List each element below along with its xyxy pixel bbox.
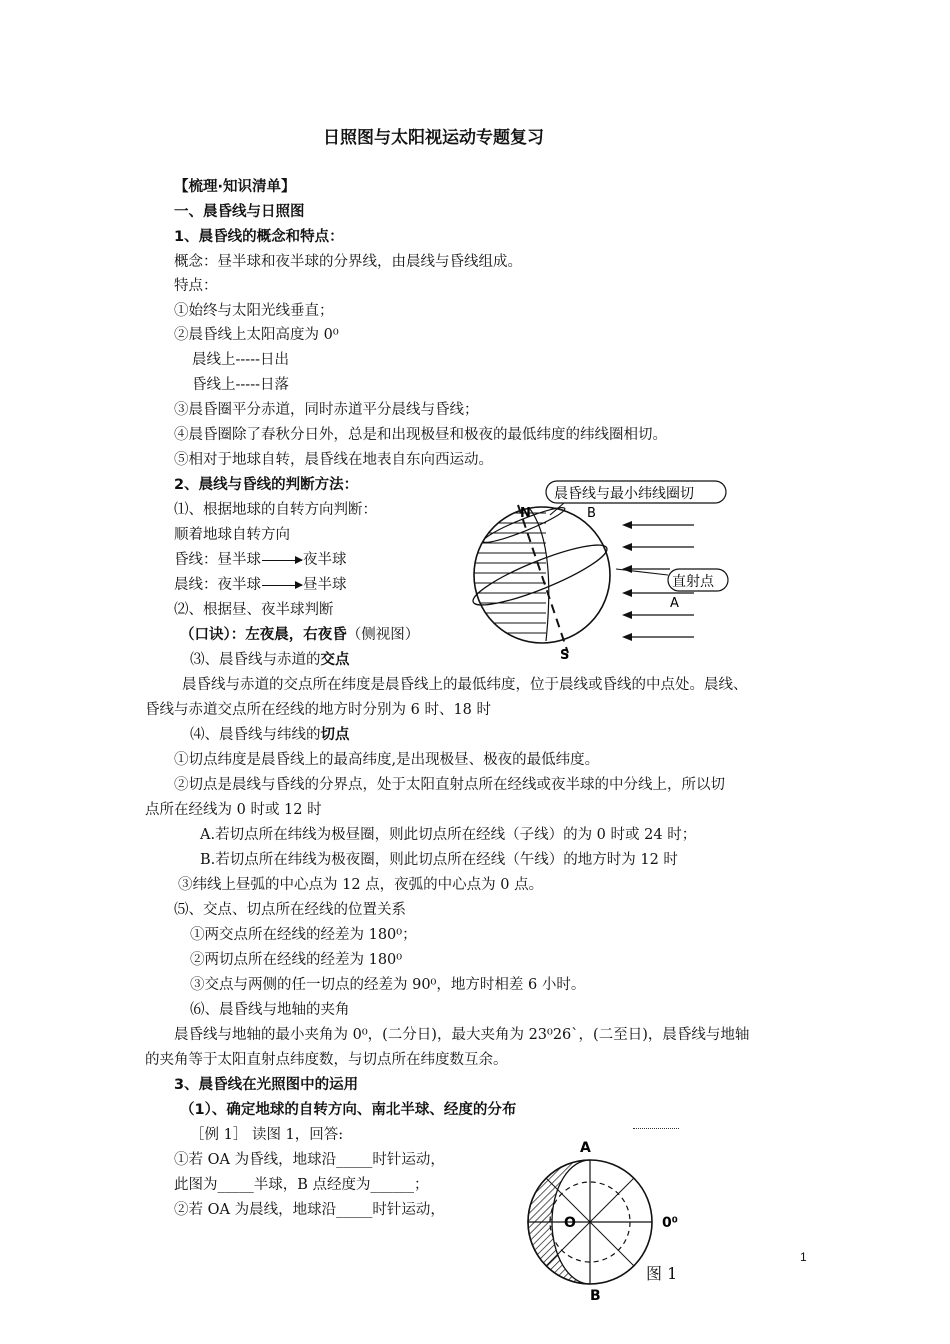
method-1c-left: 晨线：夜半球	[174, 577, 261, 593]
feature-2: ②晨昏线上太阳高度为 0⁰	[174, 327, 339, 343]
method-3-line1: 晨昏线与赤道的交点所在纬度是晨昏线上的最低纬度，位于晨线或昏线的中点处。晨线、	[182, 677, 748, 693]
feature-4: ④晨昏圈除了春秋分日外，总是和出现极昼和极夜的最低纬度的纬线圈相切。	[174, 427, 667, 443]
method-4-1: ①切点纬度是晨昏线上的最高纬度,是出现极昼、极夜的最低纬度。	[174, 752, 600, 768]
method-1b-left: 昏线：昼半球	[174, 552, 261, 568]
method-1c-right: 昼半球	[303, 577, 347, 593]
method-4-text: ⑷、晨昏线与纬线的	[190, 727, 321, 743]
method-5: ⑸、交点、切点所在经线的位置关系	[174, 902, 406, 918]
page-number: 1	[800, 1250, 807, 1264]
feature-2a: 晨线上-----日出	[192, 352, 289, 368]
example-q1a: ①若 OA 为昏线，地球沿_____时针运动，	[174, 1152, 445, 1168]
method-4-A: A.若切点所在纬线为极昼圈，则此切点所在经线（子线）的为 0 时或 24 时；	[200, 827, 697, 843]
method-5-3: ③交点与两侧的任一切点的经差为 90⁰，地方时相差 6 小时。	[190, 977, 586, 993]
polar-view-diagram	[520, 1130, 710, 1300]
heading-1-2: 2、晨线与昏线的判断方法：	[174, 477, 359, 493]
method-1b-right: 夜半球	[303, 552, 347, 568]
label-O: O	[564, 1215, 576, 1231]
heading-1-3-1: （1）、确定地球的自转方向、南北半球、经度的分布	[180, 1102, 517, 1118]
label-0-degree: 0⁰	[662, 1215, 678, 1231]
direct-point-callout-pointer	[616, 569, 668, 575]
tangent-callout-text: 晨昏线与最小纬线圈切	[554, 486, 694, 502]
label-A: A	[580, 1140, 591, 1156]
method-3	[190, 650, 350, 670]
mnemonic-note: （侧视图）	[346, 627, 420, 643]
method-3-text: ⑶、晨昏线与赤道的	[190, 652, 321, 668]
south-pole-label: S	[560, 648, 570, 663]
feature-2b: 昏线上-----日落	[192, 377, 289, 393]
label-B: B	[590, 1288, 601, 1300]
terminator-side-view-diagram	[460, 475, 750, 665]
section-header: 【梳理·知识清单】	[174, 179, 296, 195]
mnemonic	[180, 625, 419, 645]
method-1b	[174, 550, 347, 570]
method-4	[190, 725, 350, 745]
example-q2: ②若 OA 为晨线，地球沿_____时针运动，	[174, 1202, 445, 1218]
method-3-bold: 交点	[320, 652, 350, 668]
method-3-line2: 昏线与赤道交点所在经线的地方时分别为 6 时、18 时	[145, 702, 492, 718]
example-intro	[190, 1125, 343, 1145]
concept-text: 概念：昼半球和夜半球的分界线，由晨线与昏线组成。	[174, 254, 522, 270]
method-6-line2: 的夹角等于太阳直射点纬度数，与切点所在纬度数互余。	[145, 1052, 508, 1068]
feature-1: ①始终与太阳光线垂直；	[174, 303, 334, 319]
right-arrow-icon	[262, 560, 302, 561]
method-2: ⑵、根据昼、夜半球判断	[174, 602, 334, 618]
heading-1: 一、晨昏线与日照图	[174, 204, 305, 220]
method-4-2-line2: 点所在经线为 0 时或 12 时	[145, 802, 322, 818]
method-5-1: ①两交点所在经线的经差为 180⁰；	[190, 927, 417, 943]
method-5-2: ②两切点所在经线的经差为 180⁰	[190, 952, 403, 968]
method-4-B: B.若切点所在纬线为极夜圈，则此切点所在经线（午线）的地方时为 12 时	[200, 852, 678, 868]
method-1: ⑴、根据地球的自转方向判断：	[174, 502, 377, 518]
method-1c	[174, 575, 347, 595]
heading-1-1: 1、晨昏线的概念和特点：	[174, 229, 344, 245]
heading-1-3: 3、晨昏线在光照图中的运用	[174, 1077, 359, 1093]
mnemonic-bold: （口诀）：左夜晨，右夜昏	[180, 627, 347, 643]
features-label: 特点：	[174, 278, 218, 294]
direct-point-callout-text: 直射点	[672, 574, 714, 590]
figure-caption: 图 1	[646, 1264, 678, 1283]
method-4-2-line1: ②切点是晨线与昏线的分界点，处于太阳直射点所在经线或夜半球的中分线上，所以切	[174, 777, 725, 793]
method-4-bold: 切点	[320, 727, 350, 743]
example-q1b: 此图为_____半球，B 点经度为______；	[174, 1177, 429, 1193]
label-A: A	[670, 596, 679, 611]
method-6-line1: 晨昏线与地轴的最小夹角为 0⁰，(二分日)，最大夹角为 23⁰26`，(二至日)，晨昏线与地轴	[174, 1027, 750, 1043]
example-prompt: 读图 1，回答:	[251, 1127, 344, 1143]
right-arrow-icon	[262, 585, 302, 586]
method-4-3: ③纬线上昼弧的中心点为 12 点，夜弧的中心点为 0 点。	[178, 877, 544, 893]
page-title: 日照图与太阳视运动专题复习	[323, 128, 544, 148]
method-6: ⑹、晨昏线与地轴的夹角	[190, 1002, 350, 1018]
method-1a: 顺着地球自转方向	[174, 527, 290, 543]
tangent-point-label: B	[587, 506, 596, 521]
feature-3: ③晨昏圈平分赤道，同时赤道平分晨线与昏线；	[174, 402, 479, 418]
north-pole-label: N	[520, 506, 531, 521]
example-label: ［例 1］	[190, 1127, 248, 1143]
feature-5: ⑤相对于地球自转，晨昏线在地表自东向西运动。	[174, 452, 493, 468]
dotted-mark	[633, 1128, 679, 1129]
